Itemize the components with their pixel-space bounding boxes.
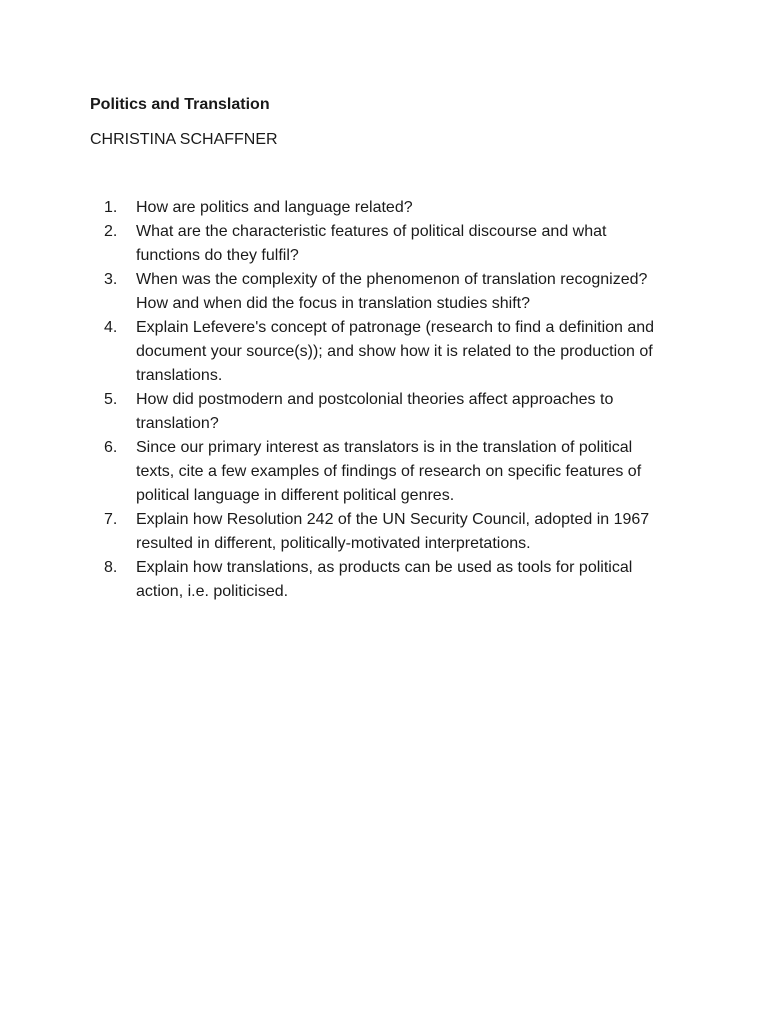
question-text: When was the complexity of the phenomenon of translation recognized? How and when did the focus in translation studies shift? <box>136 271 648 312</box>
question-text: Explain Lefevere's concept of patronage (research to find a definition and document your source(s)); and show how it is related to the production of translations. <box>136 319 655 384</box>
question-number: 8. <box>104 559 118 576</box>
question-number: 6. <box>104 439 118 456</box>
question-item-3 <box>104 268 672 316</box>
document-title: Politics and Translation <box>90 96 270 113</box>
question-text: What are the characteristic features of political discourse and what functions do they fulfil? <box>136 223 607 264</box>
question-item-6 <box>104 436 672 508</box>
question-number: 5. <box>104 391 118 408</box>
question-item-1 <box>104 196 672 220</box>
question-number: 2. <box>104 223 118 240</box>
question-item-5 <box>104 388 672 436</box>
question-item-4 <box>104 316 672 388</box>
question-number: 3. <box>104 271 118 288</box>
question-text: How did postmodern and postcolonial theories affect approaches to translation? <box>136 391 614 432</box>
document-author: CHRISTINA SCHAFFNER <box>90 131 278 148</box>
question-list <box>104 196 672 604</box>
question-text: Explain how Resolution 242 of the UN Security Council, adopted in 1967 resulted in different, politically-motivated interpretations. <box>136 511 650 552</box>
question-number: 1. <box>104 199 118 216</box>
question-text: Since our primary interest as translators is in the translation of political texts, cite a few examples of findings of research on specific features of political language in different political genres. <box>136 439 642 504</box>
question-text: Explain how translations, as products can be used as tools for political action, i.e. politicised. <box>136 559 633 600</box>
question-item-8 <box>104 556 672 604</box>
question-text: How are politics and language related? <box>136 199 413 216</box>
question-item-2 <box>104 220 672 268</box>
question-number: 4. <box>104 319 118 336</box>
question-item-7 <box>104 508 672 556</box>
question-number: 7. <box>104 511 118 528</box>
